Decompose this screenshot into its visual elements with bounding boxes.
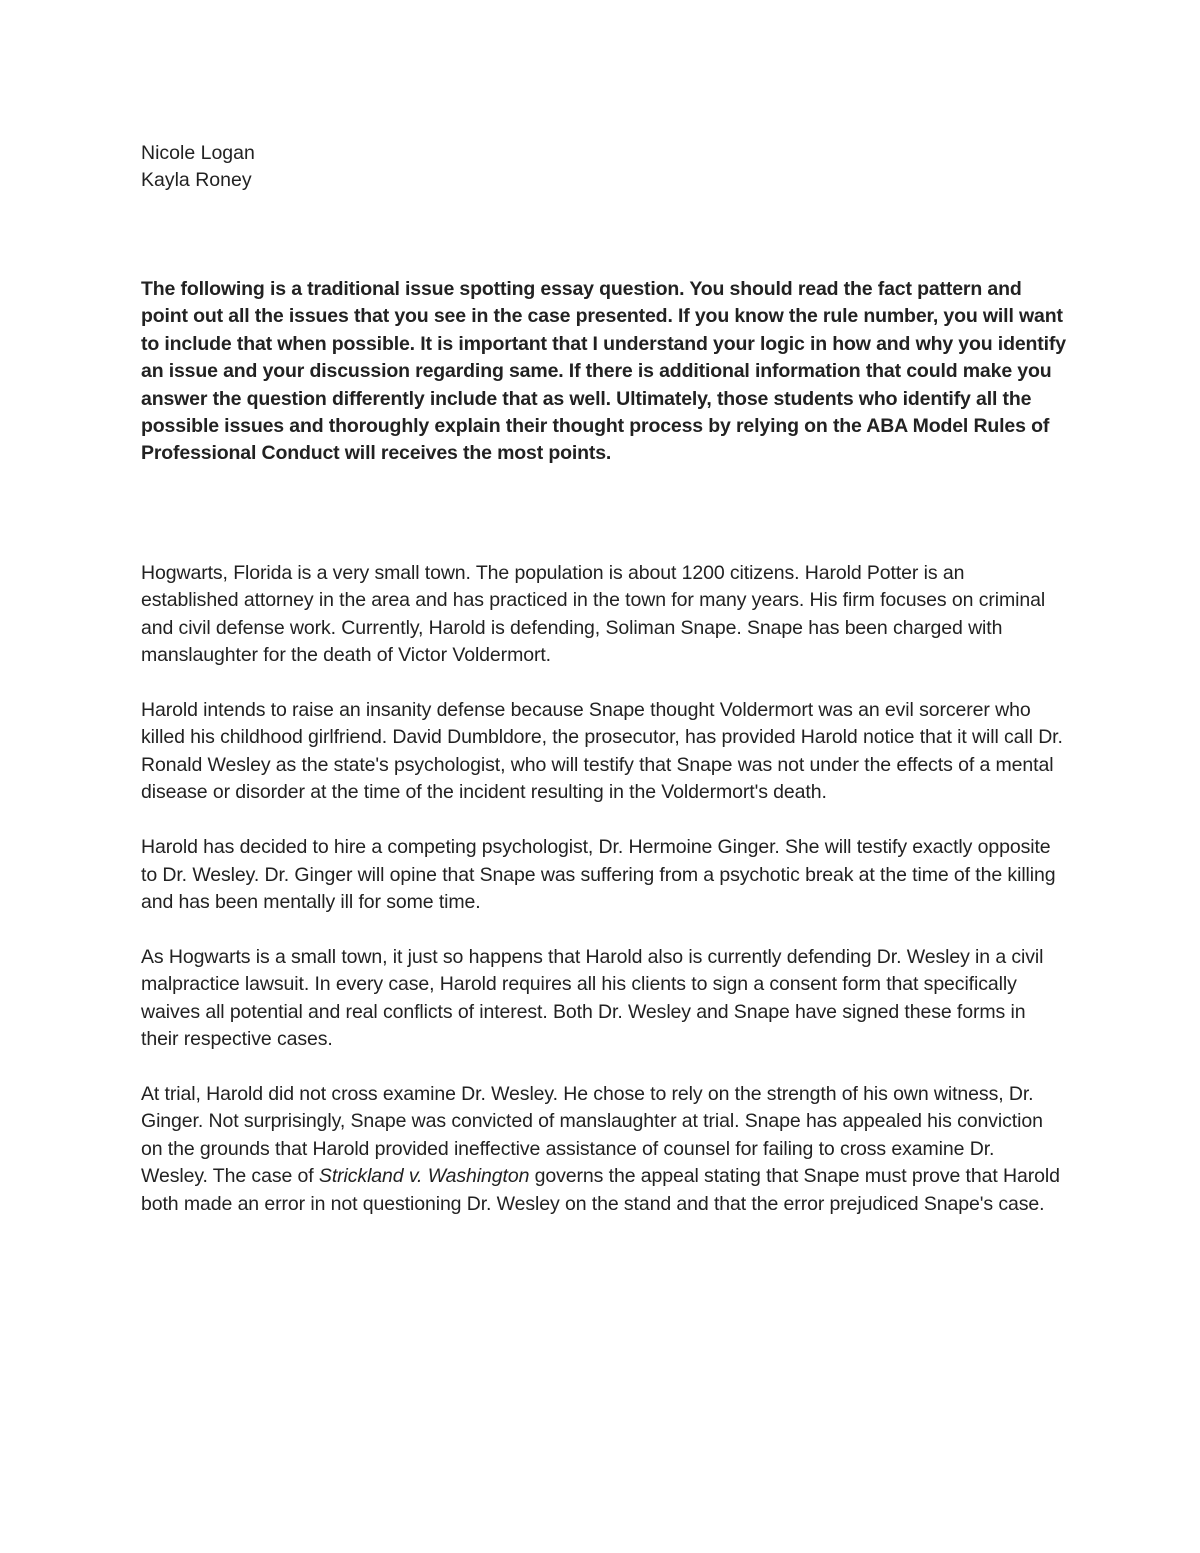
paragraph-text: At trial, Harold did not cross examine Dr. Wesley. He chose to rely on the strength of his own witness, Dr. Ginger. Not surprisingly, Snape was convicted of manslaughter at trial. Snape has appealed his conviction on the grounds that Harold provided ineffective assistance of counsel for failing to cross examine Dr. Wesley. The case of — [141, 1082, 1043, 1188]
author-block — [141, 140, 1066, 194]
fact-paragraph: Harold has decided to hire a competing psychologist, Dr. Hermoine Ginger. She will testify exactly opposite to Dr. Wesley. Dr. Ginger will opine that Snape was suffering from a psychotic break at the time of the killing and has been mentally ill for some time. — [141, 836, 1056, 913]
paragraph-text: governs the appeal stating that Snape must prove that Harold both made an error in not questioning Dr. Wesley on the stand and that the error prejudiced Snape's case. — [141, 1165, 1060, 1215]
fact-paragraph: Hogwarts, Florida is a very small town. The population is about 1200 citizens. Harold Potter is an established attorney in the area and has practiced in the town for many years. His firm focuses on criminal and civil defense work. Currently, Harold is defending, Soliman Snape. Snape has been charged with manslaughter for the death of Victor Voldermort. — [141, 561, 1046, 667]
author-name: Nicole Logan — [141, 142, 255, 164]
author-name: Kayla Roney — [141, 169, 252, 191]
fact-pattern — [141, 560, 1066, 1218]
fact-paragraph — [141, 1081, 1066, 1218]
document-body — [141, 140, 1066, 1245]
essay-instructions: The following is a traditional issue spotting essay question. You should read the fact pattern and point out all the issues that you see in the case presented. If you know the rule number, you will want to include that when possible. It is important that I understand your logic in how and why you identify an issue and your discussion regarding same. If there is additional information that could make you answer the question differently include that as well. Ultimately, those students who identify all the possible issues and thoroughly explain their thought process by relying on the ABA Model Rules of Professional Conduct will receives the most points. — [141, 278, 1066, 465]
fact-paragraph: As Hogwarts is a small town, it just so happens that Harold also is currently defending Dr. Wesley in a civil malpractice lawsuit. In every case, Harold requires all his clients to sign a consent form that specifically waives all potential and real conflicts of interest. Both Dr. Wesley and Snape have signed these forms in their respective cases. — [141, 945, 1044, 1051]
fact-paragraph: Harold intends to raise an insanity defense because Snape thought Voldermort was an evil sorcerer who killed his childhood girlfriend. David Dumbldore, the prosecutor, has provided Harold notice that it will call Dr. Ronald Wesley as the state's psychologist, who will testify that Snape was not under the effects of a mental disease or disorder at the time of the incident resulting in the Voldermort's death. — [141, 698, 1063, 804]
case-citation: Strickland v. Washington — [318, 1165, 530, 1188]
